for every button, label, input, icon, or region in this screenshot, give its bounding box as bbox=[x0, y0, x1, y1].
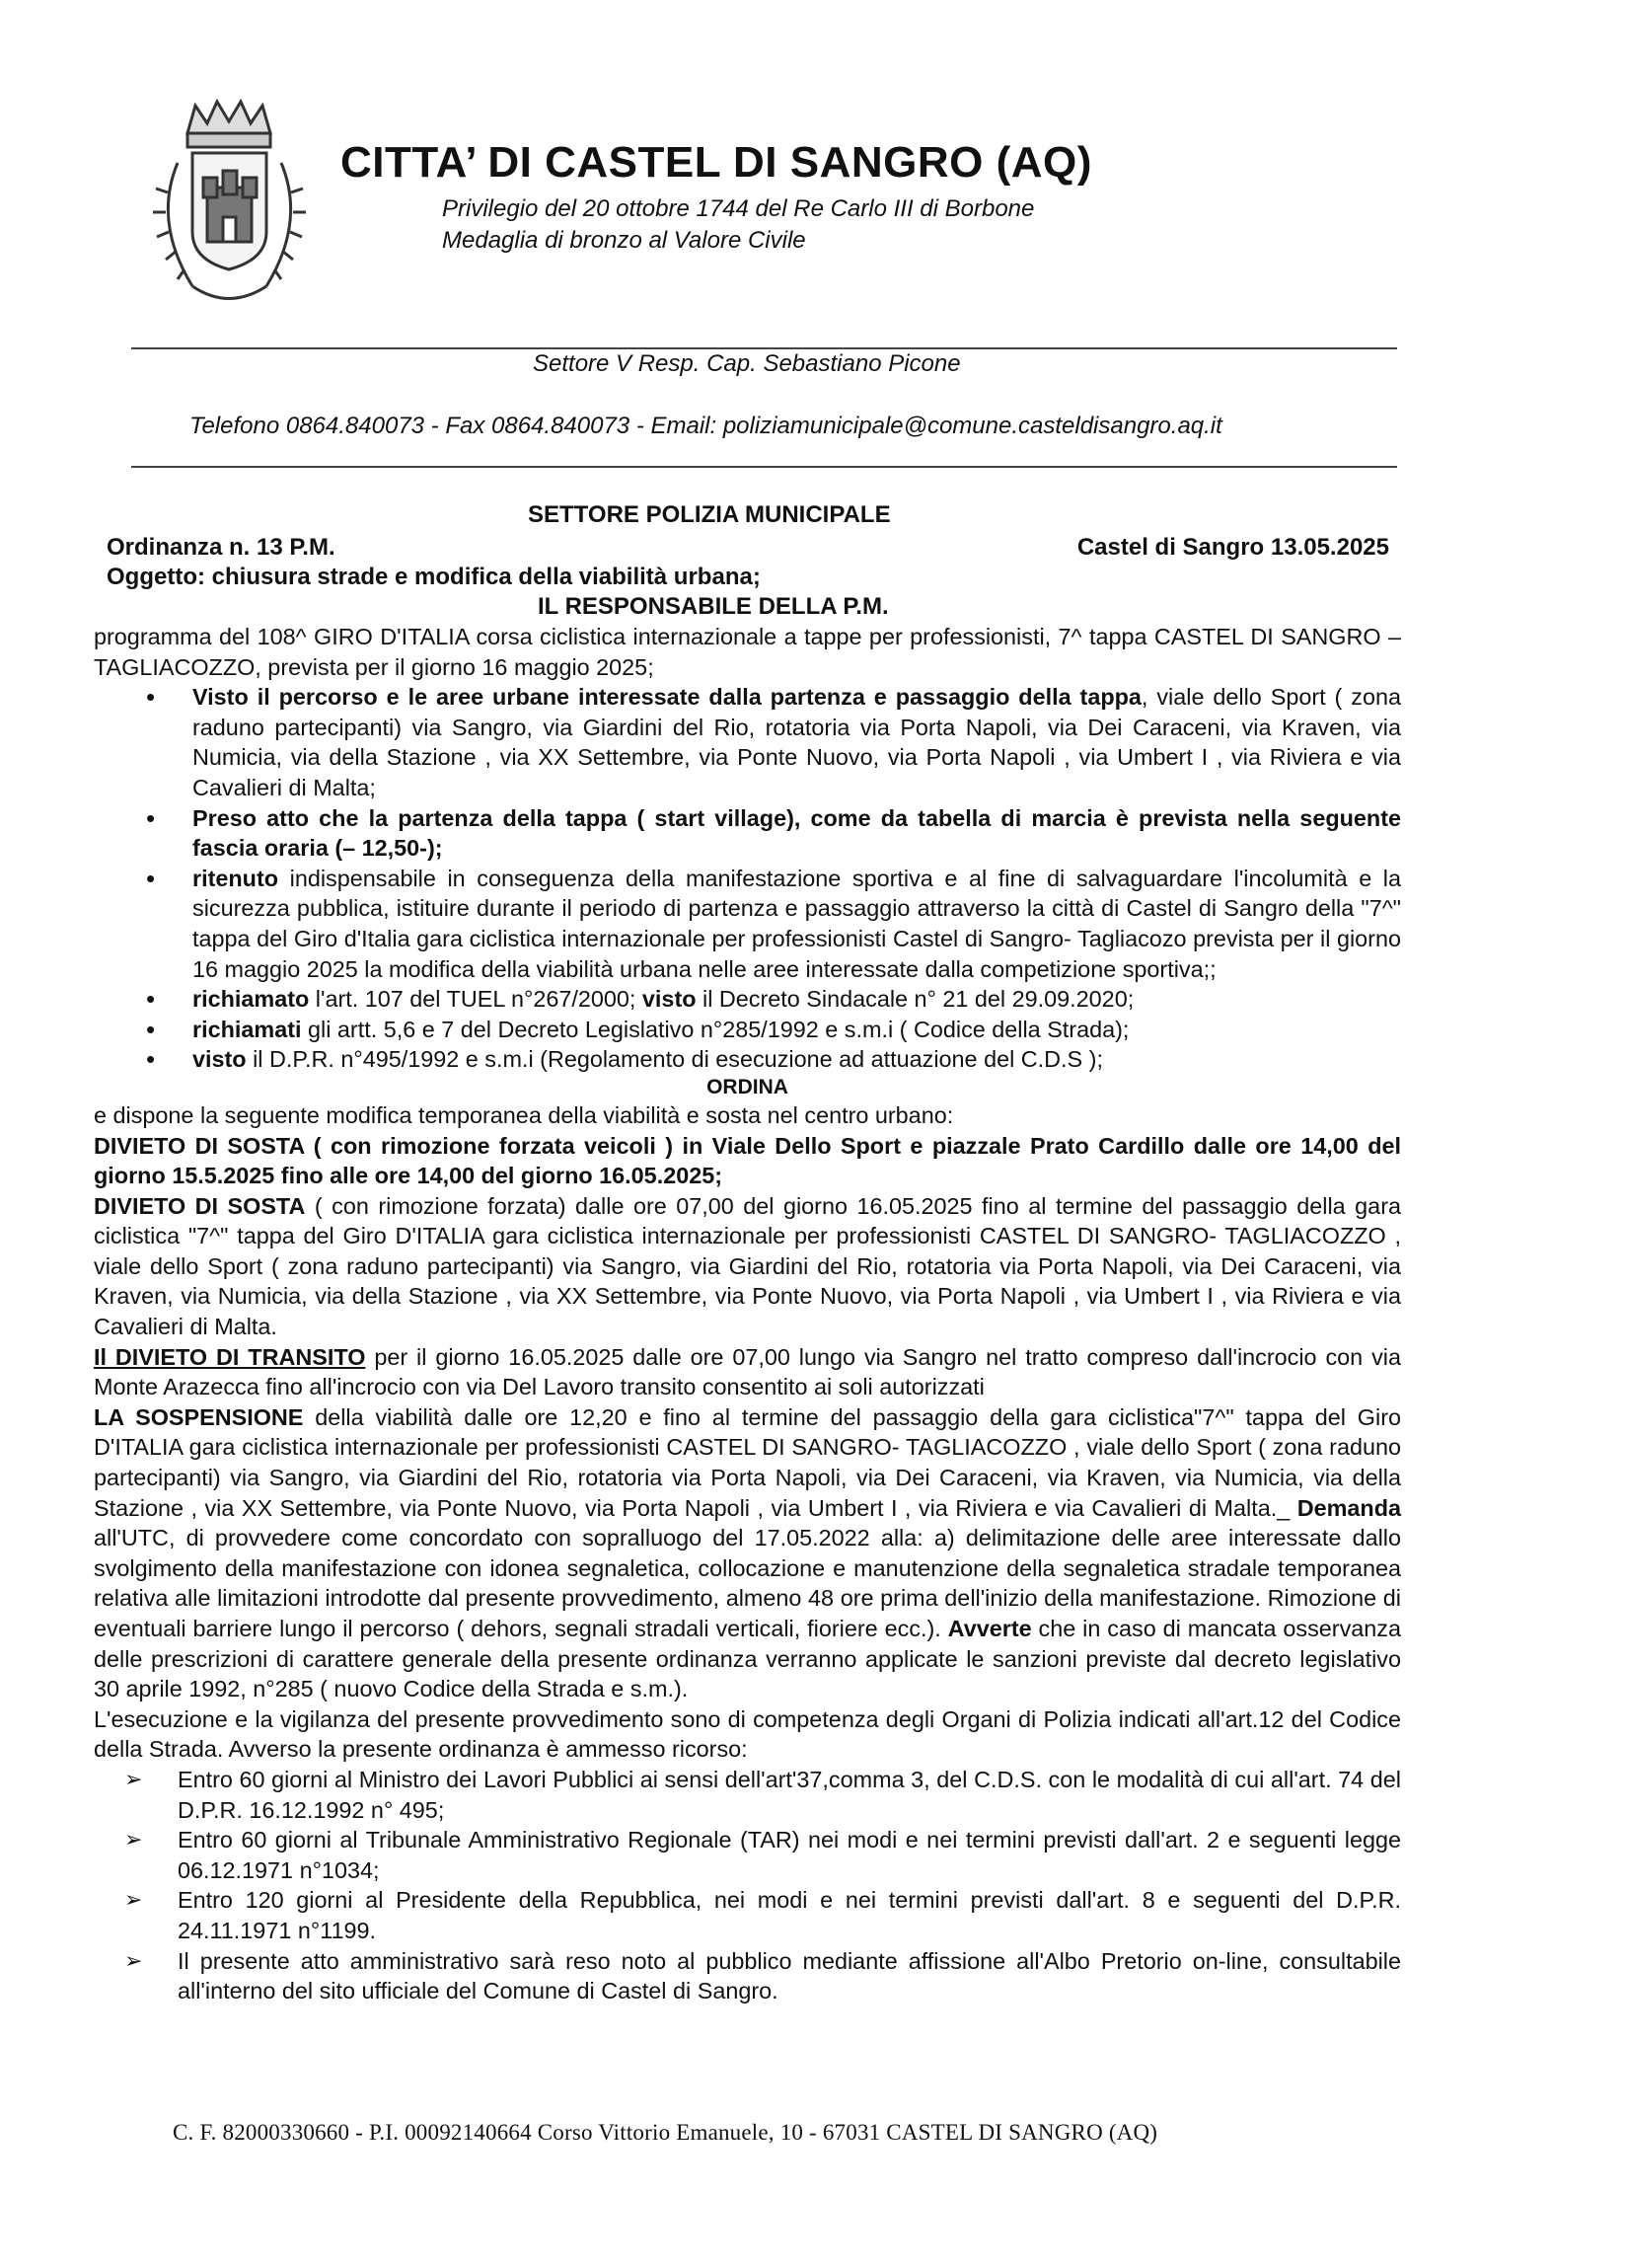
bullet-text: il D.P.R. n°495/1992 e s.m.i (Regolamento di esecuzione ad attuazione del C.D.S ); bbox=[246, 1046, 1103, 1073]
contact-line: Telefono 0864.840073 - Fax 0864.840073 - Email: poliziamunicipale@comune.casteldisangro.aq.it bbox=[189, 413, 1222, 439]
list-item: ➢ Entro 60 giorni al Tribunale Amministrativo Regionale (TAR) nei modi e nei termini previsti dall'art. 2 e seguenti legge 06.12.1971 n°1034; bbox=[178, 1825, 1401, 1885]
ricorsi-list bbox=[94, 1765, 1401, 2006]
divieto-transito bbox=[94, 1342, 1401, 1402]
divieto-label: DIVIETO DI SOSTA bbox=[94, 1192, 306, 1219]
list-item: ➢ Entro 120 giorni al Presidente della Repubblica, nei modi e nei termini previsti dall'art. 8 e seguenti del D.P.R. 24.11.1971 n°1199. bbox=[178, 1885, 1401, 1945]
demanda-label: Demanda bbox=[1296, 1494, 1401, 1521]
bullet-text: indispensabile in conseguenza della manifestazione sportiva e al fine di salvaguardare l'incolumità e la sicurezza pubblica, istituire durante il periodo di partenza e passaggio attraverso la città di Castel di Sangro della "7^" tappa del Giro d'Italia gara ciclistica internazionale per professionisti Castel di Sangro- Tagliacozo prevista per il giorno 16 maggio 2025 la modifica della viabilità urbana nelle aree interessate dalla competizione sportiva;; bbox=[192, 865, 1401, 982]
bullet-bold: Preso atto che la partenza della tappa ( start village), come da tabella di marcia è prevista nella seguente fascia oraria (– 12,50-); bbox=[192, 804, 1401, 862]
bullet-text: , viale dello Sport ( zona raduno partecipanti) via Sangro, via Giardini del Rio, rotatoria via Porta Napoli, via Dei Caraceni, via Kraven, via Numicia, via della Stazione , via XX Settembre, via Ponte Nuovo, via Porta Napoli , via Umbert I , via Riviera e via Cavalieri di Malta; bbox=[192, 684, 1401, 800]
dispone-paragraph: e dispone la seguente modifica temporanea della viabilità e sosta nel centro urbano: bbox=[94, 1101, 954, 1128]
bullet-text: il Decreto Sindacale n° 21 del 29.09.2020; bbox=[696, 986, 1135, 1013]
list-item: ➢ Il presente atto amministrativo sarà reso noto al pubblico mediante affissione all'Albo Pretorio on-line, consultabile all'interno del sito ufficiale del Comune di Castel di Sangro. bbox=[178, 1946, 1401, 2006]
bullet-text: l'art. 107 del TUEL n°267/2000; bbox=[309, 986, 642, 1013]
sospensione-label: LA SOSPENSIONE bbox=[94, 1403, 304, 1430]
divieto-text: ( con rimozione forzata) dalle ore 07,00 del giorno 16.05.2025 fino al termine del passaggio della gara ciclistica "7^" tappa del Giro D'ITALIA gara ciclistica internazionale per professionisti CASTEL DI SANGRO- TAGLIACOZZO , viale dello Sport ( zona raduno partecipanti) via Sangro, via Giardini del Rio, rotatoria via Porta Napoli, via Dei Caraceni, via Kraven, via Numicia, via della Stazione , via XX Settembre, via Ponte Nuovo, via Porta Napoli , via Umbert I , via Riviera e via Cavalieri di Malta. bbox=[94, 1192, 1401, 1340]
premises-list bbox=[94, 682, 1401, 1075]
bullet-bold: richiamati bbox=[192, 1016, 302, 1042]
footer-address: C. F. 82000330660 - P.I. 00092140664 Corso Vittorio Emanuele, 10 - 67031 CASTEL DI SANGRO (AQ) bbox=[173, 2120, 1158, 2145]
bullet-bold: ritenuto bbox=[192, 865, 279, 891]
esecuzione-paragraph: L'esecuzione e la vigilanza del presente provvedimento sono di competenza degli Organi di Polizia indicati all'art.12 del Codice della Strada. Avverso la presente ordinanza è ammesso ricorso: bbox=[94, 1705, 1401, 1763]
transito-label: Il DIVIETO DI TRANSITO bbox=[94, 1343, 366, 1370]
bullet-text: gli artt. 5,6 e 7 del Decreto Legislativo n°285/1992 e s.m.i ( Codice della Strada); bbox=[301, 1016, 1130, 1042]
privilege-line: Privilegio del 20 ottobre 1744 del Re Carlo III di Borbone bbox=[442, 195, 1035, 222]
ordinance-date: Castel di Sangro 13.05.2025 bbox=[1076, 534, 1389, 561]
medal-line: Medaglia di bronzo al Valore Civile bbox=[442, 227, 806, 254]
ordinance-number: Ordinanza n. 13 P.M. bbox=[107, 534, 335, 561]
document-body bbox=[94, 622, 1401, 2006]
header-divider bbox=[131, 347, 1397, 349]
subject-line: Oggetto: chiusura strade e modifica della viabilità urbana; bbox=[107, 564, 761, 590]
divieto-sosta-2 bbox=[94, 1191, 1401, 1342]
bullet-bold: visto bbox=[192, 1046, 247, 1073]
list-item bbox=[192, 1044, 1401, 1075]
list-item bbox=[192, 864, 1401, 984]
header-divider-2 bbox=[131, 466, 1397, 468]
bullet-bold: richiamato bbox=[192, 986, 310, 1013]
divieto-sosta-1: DIVIETO DI SOSTA ( con rimozione forzata veicoli ) in Viale Dello Sport e piazzale Prato Cardillo dalle ore 14,00 del giorno 15.5.2025 fino alle ore 14,00 del giorno 16.05.2025; bbox=[94, 1132, 1401, 1189]
demanda-text: all'UTC, di provvedere come concordato con sopralluogo del 17.05.2022 alla: a) delimitazione delle aree interessate dallo svolgimento della manifestazione con idonea segnaletica, collocazione e manutenzione della segnaletica stradale temporanea relativa alle limitazioni introdotte dal presente provvedimento, almeno 48 ore prima dell'inizio della manifestazione. Rimozione di eventuali barriere lungo il percorso ( dehors, segnali stradali verticali, fioriere ecc.). bbox=[94, 1525, 1401, 1641]
list-item bbox=[192, 984, 1401, 1015]
bullet-bold: visto bbox=[641, 986, 697, 1013]
transito-text: per il giorno 16.05.2025 dalle ore 07,00 lungo via Sangro nel tratto compreso dall'incrocio con via Monte Arazecca fino all'incrocio con via Del Lavoro transito consentito ai soli autorizzati bbox=[94, 1343, 1401, 1400]
list-item bbox=[192, 803, 1401, 864]
city-title: CITTA’ DI CASTEL DI SANGRO (AQ) bbox=[340, 138, 1092, 187]
responsible-heading: IL RESPONSABILE DELLA P.M. bbox=[538, 593, 889, 620]
list-item bbox=[192, 682, 1401, 802]
settore-responsible: Settore V Resp. Cap. Sebastiano Picone bbox=[533, 350, 961, 377]
city-crest-icon bbox=[138, 94, 321, 326]
avverte-label: Avverte bbox=[947, 1616, 1032, 1641]
ordina-heading: ORDINA bbox=[706, 1075, 788, 1098]
list-item: ➢ Entro 60 giorni al Ministro dei Lavori Pubblici ai sensi dell'art'37,comma 3, del C.D.S. con le modalità di cui all'art. 74 del D.P.R. 16.12.1992 n° 495; bbox=[178, 1765, 1401, 1825]
sospensione-text: della viabilità dalle ore 12,20 e fino al termine del passaggio della gara ciclistica"7^" tappa del Giro D'ITALIA gara ciclistica internazionale per professionisti CASTEL DI SANGRO- TAGLIACOZZO , viale dello Sport ( zona raduno partecipanti) via Sangro, via Giardini del Rio, rotatoria via Porta Napoli, via Dei Caraceni, via Kraven, via Numicia, via della Stazione , via XX Settembre, via Ponte Nuovo, via Porta Napoli , via Umbert I , via Riviera e via Cavalieri di Malta._ bbox=[94, 1403, 1401, 1521]
sospensione-paragraph bbox=[94, 1402, 1401, 1704]
avverte-text: che in caso di mancata osservanza delle prescrizioni di carattere generale della presente ordinanza verranno applicate le sanzioni previste dal decreto legislativo 30 aprile 1992, n°285 ( nuovo Codice della Strada e s.m.). bbox=[94, 1616, 1401, 1702]
list-item bbox=[192, 1015, 1401, 1045]
intro-paragraph: programma del 108^ GIRO D'ITALIA corsa ciclistica internazionale a tappe per professionisti, 7^ tappa CASTEL DI SANGRO – TAGLIACOZZO, prevista per il giorno 16 maggio 2025; bbox=[94, 624, 1401, 680]
bullet-bold: Visto il percorso e le aree urbane interessate dalla partenza e passaggio della tappa bbox=[192, 684, 1142, 711]
sector-heading: SETTORE POLIZIA MUNICIPALE bbox=[528, 501, 891, 528]
